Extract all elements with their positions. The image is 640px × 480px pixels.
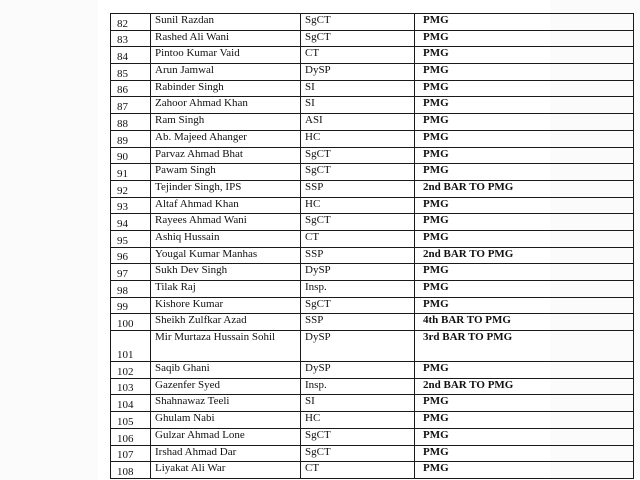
rank-cell: HC [301,412,415,429]
table-row [111,14,634,31]
table-row [111,331,634,362]
name-cell: Rashed Ali Wani [151,30,301,47]
rank-cell: ASI [301,114,415,131]
name-cell: Shahnawaz Teeli [151,395,301,412]
award-cell: PMG [415,297,634,314]
rank-cell: CT [301,47,415,64]
rank-cell: SI [301,80,415,97]
name-cell: Zahoor Ahmad Khan [151,97,301,114]
serial-number-cell: 102 [111,362,151,379]
serial-number-cell: 100 [111,314,151,331]
table-row [111,378,634,395]
rank-cell: SgCT [301,147,415,164]
name-cell: Irshad Ahmad Dar [151,445,301,462]
awards-table [110,13,634,479]
table-row [111,114,634,131]
award-cell: PMG [415,114,634,131]
award-cell: PMG [415,428,634,445]
award-cell: PMG [415,147,634,164]
award-cell: PMG [415,230,634,247]
name-cell: Ab. Majeed Ahanger [151,130,301,147]
serial-number-cell: 85 [111,64,151,81]
award-cell: PMG [415,14,634,31]
serial-number-cell: 108 [111,462,151,479]
name-cell: Gazenfer Syed [151,378,301,395]
table-row [111,130,634,147]
table-row [111,428,634,445]
serial-number-cell: 103 [111,378,151,395]
name-cell: Tilak Raj [151,281,301,298]
rank-cell: CT [301,230,415,247]
table-row [111,80,634,97]
table-row [111,264,634,281]
rank-cell: SgCT [301,445,415,462]
award-cell: PMG [415,47,634,64]
serial-number-cell: 84 [111,47,151,64]
serial-number-cell: 105 [111,412,151,429]
rank-cell: HC [301,130,415,147]
table-row [111,462,634,479]
table-row [111,147,634,164]
serial-number-cell: 96 [111,247,151,264]
serial-number-cell: 99 [111,297,151,314]
name-cell: Ram Singh [151,114,301,131]
name-cell: Liyakat Ali War [151,462,301,479]
name-cell: Tejinder Singh, IPS [151,180,301,197]
name-cell: Yougal Kumar Manhas [151,247,301,264]
name-cell: Rabinder Singh [151,80,301,97]
award-cell: 3rd BAR TO PMG [415,331,634,362]
name-cell: Kishore Kumar [151,297,301,314]
serial-number-cell: 94 [111,214,151,231]
serial-number-cell: 104 [111,395,151,412]
rank-cell: SSP [301,314,415,331]
serial-number-cell: 82 [111,14,151,31]
name-cell: Ghulam Nabi [151,412,301,429]
award-cell: PMG [415,64,634,81]
table-row [111,214,634,231]
rank-cell: SI [301,97,415,114]
awards-table-body [111,14,634,479]
award-cell: 2nd BAR TO PMG [415,378,634,395]
document-page [98,0,550,480]
serial-number-cell: 83 [111,30,151,47]
serial-number-cell: 86 [111,80,151,97]
rank-cell: Insp. [301,281,415,298]
rank-cell: DySP [301,64,415,81]
rank-cell: Insp. [301,378,415,395]
award-cell: 2nd BAR TO PMG [415,180,634,197]
award-cell: PMG [415,462,634,479]
award-cell: PMG [415,130,634,147]
name-cell: Sheikh Zulfkar Azad [151,314,301,331]
award-cell: PMG [415,80,634,97]
rank-cell: SSP [301,247,415,264]
serial-number-cell: 88 [111,114,151,131]
award-cell: 2nd BAR TO PMG [415,247,634,264]
serial-number-cell: 93 [111,197,151,214]
serial-number-cell: 87 [111,97,151,114]
serial-number-cell: 89 [111,130,151,147]
table-row [111,247,634,264]
serial-number-cell: 97 [111,264,151,281]
serial-number-cell: 106 [111,428,151,445]
serial-number-cell: 95 [111,230,151,247]
rank-cell: SgCT [301,164,415,181]
serial-number-cell: 92 [111,180,151,197]
award-cell: PMG [415,164,634,181]
rank-cell: CT [301,462,415,479]
name-cell: Rayees Ahmad Wani [151,214,301,231]
award-cell: PMG [415,412,634,429]
rank-cell: SgCT [301,297,415,314]
name-cell: Ashiq Hussain [151,230,301,247]
rank-cell: SgCT [301,214,415,231]
rank-cell: HC [301,197,415,214]
name-cell: Pintoo Kumar Vaid [151,47,301,64]
award-cell: PMG [415,264,634,281]
name-cell: Sukh Dev Singh [151,264,301,281]
table-row [111,230,634,247]
name-cell: Saqib Ghani [151,362,301,379]
rank-cell: DySP [301,331,415,362]
award-cell: PMG [415,214,634,231]
name-cell: Sunil Razdan [151,14,301,31]
award-cell: PMG [415,30,634,47]
award-cell: PMG [415,395,634,412]
rank-cell: DySP [301,264,415,281]
award-cell: PMG [415,97,634,114]
table-row [111,412,634,429]
rank-cell: SI [301,395,415,412]
serial-number-cell: 107 [111,445,151,462]
table-row [111,445,634,462]
serial-number-cell: 90 [111,147,151,164]
rank-cell: SgCT [301,428,415,445]
name-cell: Altaf Ahmad Khan [151,197,301,214]
rank-cell: SgCT [301,30,415,47]
name-cell: Arun Jamwal [151,64,301,81]
rank-cell: SSP [301,180,415,197]
rank-cell: DySP [301,362,415,379]
table-row [111,97,634,114]
table-row [111,47,634,64]
serial-number-cell: 98 [111,281,151,298]
award-cell: 4th BAR TO PMG [415,314,634,331]
rank-cell: SgCT [301,14,415,31]
award-cell: PMG [415,281,634,298]
table-row [111,362,634,379]
table-row [111,197,634,214]
name-cell: Parvaz Ahmad Bhat [151,147,301,164]
table-row [111,64,634,81]
award-cell: PMG [415,445,634,462]
table-row [111,164,634,181]
name-cell: Mir Murtaza Hussain Sohil [151,331,301,362]
table-row [111,281,634,298]
table-row [111,30,634,47]
table-row [111,297,634,314]
table-row [111,314,634,331]
award-cell: PMG [415,197,634,214]
table-row [111,395,634,412]
serial-number-cell: 91 [111,164,151,181]
award-cell: PMG [415,362,634,379]
name-cell: Pawam Singh [151,164,301,181]
name-cell: Gulzar Ahmad Lone [151,428,301,445]
serial-number-cell: 101 [111,331,151,362]
table-row [111,180,634,197]
